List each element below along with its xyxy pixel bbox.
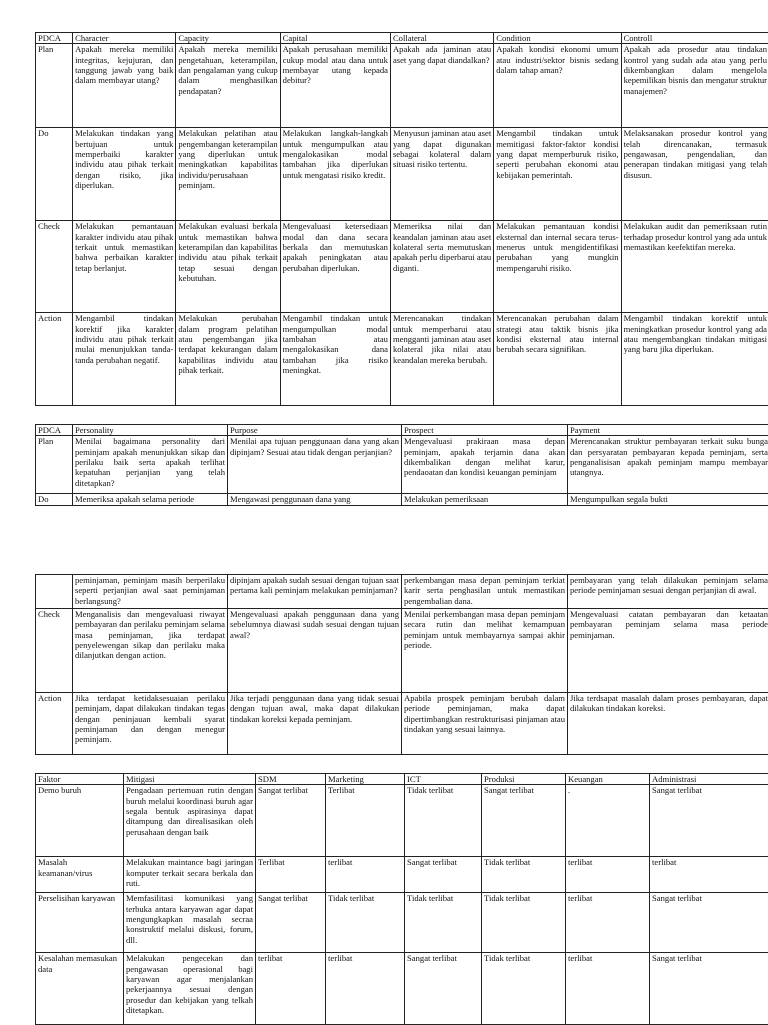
header-cell: Capacity [176,33,280,44]
table-cell: terlibat [566,893,650,953]
header-cell: Prospect [402,425,568,436]
table-cell: Sangat terlibat [650,785,768,857]
table-cell: Apakah mereka memiliki integritas, kejujuran, dan tanggung jawab yang baik dalam membayar utang? [73,44,176,128]
table-cell: Kesalahan memasukan data [36,953,124,1025]
table-cell: Mengambil tindakan korektif jika karakter individu atau pihak terkait mulai menunjukkan tanda-tanda perubahan negatif. [73,313,176,406]
table-cell: perkembangan masa depan peminjam terkiat karir serta penghasilan untuk memastikan pengembalian dana. [402,575,568,609]
table-cell: Tidak terlibat [405,785,482,857]
table-row [36,221,768,313]
phase-label: Check [36,221,73,313]
header-cell: ICT [405,774,482,785]
table-cell: Melakukan audit dan pemeriksaan rutin terhadap prosedur kontrol yang ada untuk memastikan keefektifan mereka. [621,221,768,313]
table-cell: Apakah ada prosedur atau tindakan kontrol yang sudah ada atau yang perlu dikembangkan dalam mengelola kepemilikan bisnis dan mengatur struktur manajemen? [621,44,768,128]
table-cell: Mengambil tindakan korektif untuk meningkatkan prosedur kontrol yang ada atau mengembangkan tindakan mitigasi yang baru jika diperlukan. [621,313,768,406]
table-cell: Merencanakan struktur pembayaran terkait suku bunga dan persyaratan pembayaran kepada peminjam, serta penganalisisan apakah peminjam mampu membayar utangnya. [568,436,768,494]
table-cell: pembayaran yang telah dilakukan peminjam selama periode peminjaman sesuai dengan perjanjian di awal. [568,575,768,609]
phase-label: Do [36,128,73,221]
table-row [36,893,768,953]
table-cell: Melakukan tindakan yang bertujuan untuk memperbaiki karakter individu atau pihak terkait dengan risiko, jika diperlukan. [73,128,176,221]
table-cell: Apabila prospek peminjam berubah dalam periode peminjaman, maka dapat dipertimbangkan restrukturisasi pinjaman atau tindakan yang sesuai lainnya. [402,693,568,755]
table-cell: Memeriksa apakah selama periode [73,494,228,505]
table-header-row [36,425,768,436]
table-cell: Melakukan langkah-langkah untuk mengumpulkan atau mengalokasikan modal tambahan jika diperlukan untuk mengatasi risiko kredit. [280,128,390,221]
header-cell: Character [73,33,176,44]
table-cell: Mengevaluasi apakah penggunaan dana yang sebelumnya diawasi sudah sesuai dengan tujuan awal? [228,609,402,693]
table-row [36,575,768,609]
phase-label: Do [36,494,73,505]
table-cell: terlibat [326,953,405,1025]
header-cell: Personality [73,425,228,436]
table-row [36,313,768,406]
header-cell: Collateral [390,33,493,44]
header-cell: Keuangan [566,774,650,785]
header-cell: Condition [494,33,621,44]
table-cell: Melaksanakan prosedur kontrol yang telah direncanakan, termasuk pengawasan, pengendalian, dan penerapan tindakan mitigasi yang telah disusun. [621,128,768,221]
table-row [36,494,768,505]
table-cell: Mengevaluasi prakiraan masa depan peminjam, apakah terjamin dana akan dikembalikan dengan melihat karur, pendaoatan dan kondisi keuangan peminjam [402,436,568,494]
table-row [36,953,768,1025]
table-cell: Melakukan perubahan dalam program pelatihan atau pengembangan jika terdapat kekurangan dalam kapabilitas individu atau pihak terkait. [176,313,280,406]
table-cell: Apakah kondisi ekonomi umum atau industri/sektor bisnis sedang dalam tahap aman? [494,44,621,128]
table-cell: Melakukan pengecekan dan pengawasan operasional bagi karyawan agar menjalankan pekerjaannya sesuai dengan prosedur dan kebijakan yang telkah ditetapkan. [124,953,256,1025]
table-cell: Mengambil tindakan untuk mengumpulkan modal tambahan atau mengalokasikan dana tambahan jika risiko meningkat. [280,313,390,406]
table-cell: terlibat [326,857,405,893]
phase-label: Action [36,313,73,406]
table-cell: Sangat terlibat [405,953,482,1025]
table-row [36,44,768,128]
table-cell: Mengumpulkan segala bukti [568,494,768,505]
table-cell: Apakah ada jaminan atau aset yang dapat diandalkan? [390,44,493,128]
table-cell: terlibat [650,857,768,893]
table-cell: Tidak terlibat [326,893,405,953]
table-cell: Sangat terlibat [256,785,326,857]
table-cell: Jika terdapat ketidaksesuaian perilaku peminjam, dapat dilakukan tindakan tegas dengan peninjauan kembali syarat peminjaman dan dengan menegur peminjam. [73,693,228,755]
table-cell: Jika terdsapat masalah dalam proses pembayaran, dapat dilakukan tindakan koreksi. [568,693,768,755]
pdca-4p-table-continued [35,574,768,755]
table-cell: Sangat terlibat [650,953,768,1025]
table-cell: Terlibat [326,785,405,857]
header-cell: Payment [568,425,768,436]
pdca-5c-table [35,32,768,406]
table-cell: Melakukan pemantauan karakter individu atau pihak terkait untuk memastikan bahwa perbaikan karakter tetap berlanjut. [73,221,176,313]
risk-mitigation-table [35,773,768,1025]
header-cell: Administrasi [650,774,768,785]
table-cell: Melakukan pelatihan atau pengembangan keterampilan yang diperlukan untuk meningkatkan kapabilitas individu/perusahaan peminjam. [176,128,280,221]
table-cell: Melakukan maintance bagi jaringan komputer terkait secara berkala dan ruti. [124,857,256,893]
table-cell: Sangat terlibat [405,857,482,893]
header-cell: Purpose [228,425,402,436]
table-cell: Sangat terlibat [256,893,326,953]
table-row [36,785,768,857]
table-cell: terlibat [566,953,650,1025]
table-header-row [36,774,768,785]
header-cell: Mitigasi [124,774,256,785]
table-row [36,436,768,494]
table-cell: Tidak terlibat [482,857,566,893]
table-cell: Demo buruh [36,785,124,857]
table-cell: Tidak terlibat [482,893,566,953]
table-cell: Merencanakan tindakan untuk memperbarui atau mengganti jaminan atau aset kolateral jika nilai atau keandalan mereka berubah. [390,313,493,406]
table-cell: Memeriksa nilai dan keandalan jaminan atau aset kolateral serta memutuskan apakah perlu diperbarui atau diganti. [390,221,493,313]
table-cell: Melakukan pemeriksaan [402,494,568,505]
header-cell: Capital [280,33,390,44]
phase-label: Plan [36,436,73,494]
table-row [36,128,768,221]
table-row [36,857,768,893]
table-cell: Menilai perkembangan masa depan peminjam secara rutin dan melihat kemampuan peminjam untuk membayarnya sampai akhir periode. [402,609,568,693]
table-cell: Merencanakan perubahan dalam strategi atau taktik bisnis jika kondisi eksternal atau internal berubah secara signifikan. [494,313,621,406]
header-cell: Faktor [36,774,124,785]
table-cell: Menganalisis dan mengevaluasi riwayat pembayaran dan perilaku peminjam selama masa peminjaman, jika terdapat penyelewengan sikap dan perilaku maka dilanjutkan dengan action. [73,609,228,693]
table-cell: Menyusun jaminan atau aset yang dapat digunakan sebagai kolateral dalam situasi risiko tertentu. [390,128,493,221]
phase-label [36,575,73,609]
table-cell: Menilai apa tujuan penggunaan dana yang akan dipinjam? Sesuai atau tidak dengan perjanjian? [228,436,402,494]
table-cell: peminjaman, peminjam masih berperilaku seperti perjanjian awal saat peminjaman berlangsung? [73,575,228,609]
table-header-row [36,33,768,44]
table-cell: Tidak terlibat [482,953,566,1025]
table-cell: Mengevaluasi catatan pembayaran dan ketaatan pembayaran peminjam selama masa periode peminjaman. [568,609,768,693]
table-cell: Menilai bagaimana personality dari peminjam apakah menunjukkan sikap dan perilaku baik serta apakah terlihat kepatuhan perjanjian yang telah ditetapkan? [73,436,228,494]
header-cell: PDCA [36,33,73,44]
table-cell: Mengevaluasi ketersediaan modal dan dana secara berkala dan memutuskan apakah peningkatan atau perubahan diperlukan. [280,221,390,313]
table-cell: Apakah mereka memiliki pengetahuan, keterampilan, dan pengalaman yang cukup dalam menghasilkan pendapatan? [176,44,280,128]
header-cell: SDM [256,774,326,785]
table-row [36,609,768,693]
table-cell: Pengadaan pertemuan rutin dengan buruh melalui koordinasi buruh agar segala bentuk aspirasinya dapat ditampung dan direalisasikan oleh perusahaan dengan baik [124,785,256,857]
header-cell: PDCA [36,425,73,436]
table-cell: Tidak terlibat [405,893,482,953]
table-cell: Terlibat [256,857,326,893]
header-cell: Produksi [482,774,566,785]
pdca-4p-table [35,424,768,506]
table-cell: Jika terjadi penggunaan dana yang tidak sesuai dengan tujuan awal, maka dapat dilakukan tindakan koreksi kepada peminjam. [228,693,402,755]
table-cell: Melakukan evaluasi berkala untuk memastikan bahwa keterampilan dan kapabilitas individu atau pihak terkait tetap sesuai dengan kebutuhan. [176,221,280,313]
header-cell: Controll [621,33,768,44]
table-cell: Sangat terlibat [650,893,768,953]
table-cell: Sangat terlibat [482,785,566,857]
header-cell: Marketing [326,774,405,785]
table-cell: Mengambil tindakan untuk memitigasi faktor-faktor kondisi yang dapat memperburuk risiko, seperti perubahan ekonomi atau kebijakan pemerintah. [494,128,621,221]
phase-label: Action [36,693,73,755]
table-cell: Memfasilitasi komunikasi yang terbuka antara karyawan agar dapat mengungkapkan masalah secraa konstruktif melalui diskusi, forum, dll. [124,893,256,953]
table-cell: . [566,785,650,857]
table-cell: terlibat [566,857,650,893]
table-cell: Melakukan pemantauan kondisi eksternal dan internal secara terus-menerus untuk mengidentifikasi perubahan yang mungkin mempengaruhi risiko. [494,221,621,313]
table-row [36,693,768,755]
table-cell: Mengawasi penggunaan dana yang [228,494,402,505]
phase-label: Plan [36,44,73,128]
table-cell: Apakah perusahaan memiliki cukup modal atau dana untuk membayar utang kepada debitur? [280,44,390,128]
phase-label: Check [36,609,73,693]
table-cell: Perselisihan karyawan [36,893,124,953]
table-cell: dipinjam apakah sudah sesuai dengan tujuan saat pertama kali peminjam melakukan peminjaman? [228,575,402,609]
table-cell: terlibat [256,953,326,1025]
table-cell: Masalah keamanan/virus [36,857,124,893]
